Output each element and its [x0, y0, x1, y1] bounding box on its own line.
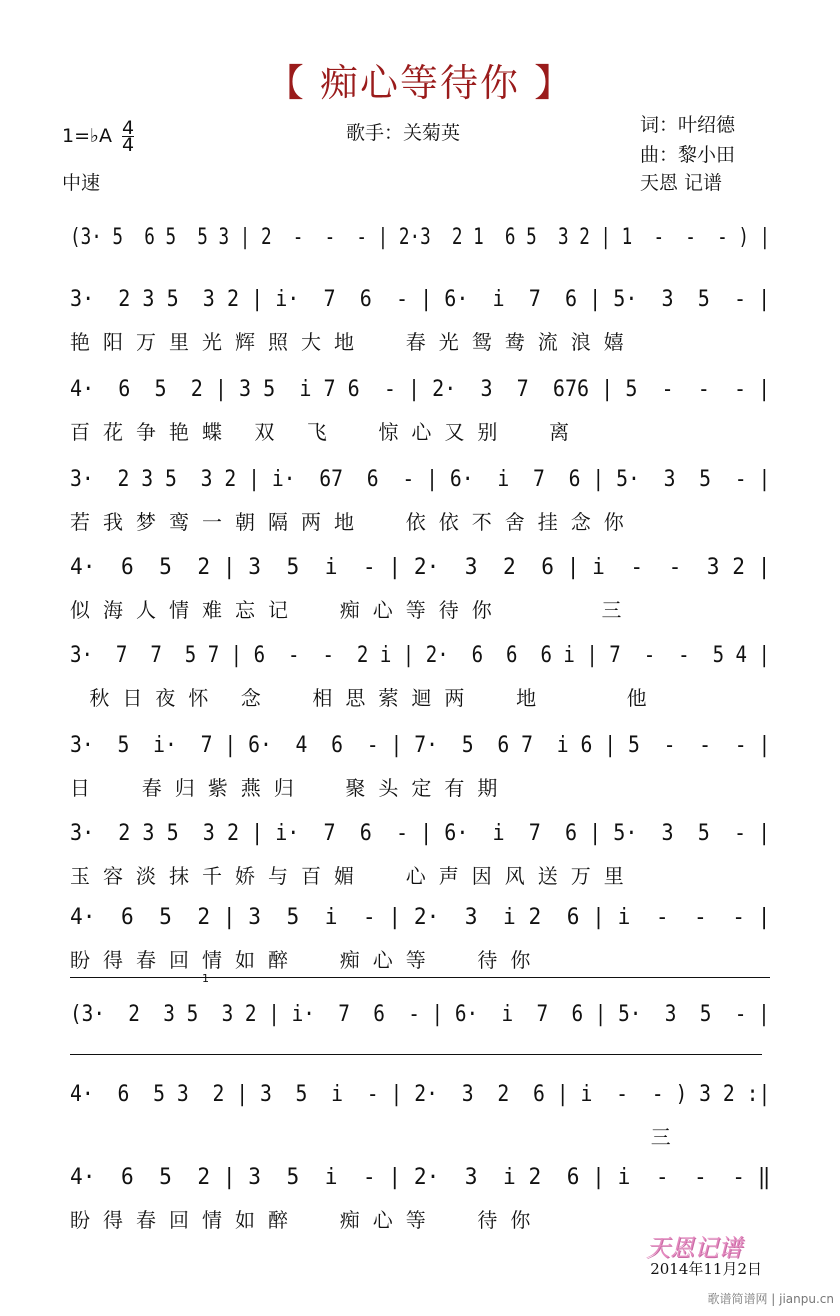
volta-label: 1	[202, 972, 209, 985]
notation-line: 4· 6 5 2 | 3 5 i - | 2· 3 i 2 6 | i - - - |	[70, 905, 771, 930]
notation-row	[70, 460, 782, 500]
notation-line: 4· 6 5 2 | 3 5 i - | 2· 3 2 6 | i - - 3 2 |	[70, 555, 771, 580]
notation-row	[70, 1158, 782, 1198]
key-label: 1=♭A	[62, 125, 112, 147]
notation-line: 3· 2 3 5 3 2 | i· 7 6 - | 6· i 7 6 | 5· 3 5 - |	[70, 287, 771, 312]
notation-line: (3· 5 6 5 5 3 | 2 - - - | 2·3 2 1 6 5 3 2 | 1 - - - ) |	[70, 225, 771, 250]
time-sig-bottom: 4	[122, 134, 135, 156]
singer: 歌手：关菊英	[346, 122, 461, 144]
tempo: 中速	[62, 172, 101, 194]
lyricist: 词：叶绍德	[640, 114, 736, 136]
lyrics-line: 似海人情难忘记 痴心等待你 三	[70, 598, 635, 622]
lyrics-line: 盼得春回情如醉 痴心等 待你	[70, 948, 544, 972]
lyrics-line: 日 春归紫燕归 聚头定有期	[70, 776, 511, 800]
notation-line: 4· 6 5 2 | 3 5 i 7 6 - | 2· 3 7 676 | 5 - - - |	[70, 377, 771, 402]
notation-row	[70, 995, 782, 1035]
notation-row	[70, 548, 782, 588]
notation-row	[70, 1075, 782, 1115]
date: 2014年11月2日	[650, 1260, 762, 1278]
lyrics-line: 秋日夜怀 念 相思萦迴两 地 他	[70, 686, 660, 710]
lyrics-line: 百花争艳蝶 双 飞 惊心又别 离	[70, 420, 583, 444]
notation-line: 3· 7 7 5 7 | 6 - - 2 i | 2· 6 6 6 i | 7 - - 5 4 |	[70, 643, 770, 668]
song-title: 【 痴心等待你 】	[265, 61, 575, 105]
notation-line: 3· 5 i· 7 | 6· 4 6 - | 7· 5 6 7 i 6 | 5 - - - |	[70, 733, 771, 758]
notation-line: (3· 2 3 5 3 2 | i· 7 6 - | 6· i 7 6 | 5· 3 5 - |	[70, 1002, 770, 1027]
notation-line: 4· 6 5 3 2 | 3 5 i - | 2· 3 2 6 | i - - ) 3 2 :|	[70, 1082, 771, 1107]
lyrics-line: 若我梦鸾一朝隔两地 依依不舍挂念你	[70, 510, 637, 534]
lyrics-line: 艳阳万里光辉照大地 春光鸳鸯流浪嬉	[70, 330, 637, 354]
notation-row	[70, 280, 782, 320]
notation-line: 3· 2 3 5 3 2 | i· 67 6 - | 6· i 7 6 | 5· 3 5 - |	[70, 467, 771, 492]
notation-row	[70, 898, 782, 938]
time-signature	[122, 117, 135, 156]
composer: 曲：黎小田	[640, 144, 736, 166]
notation-line: 3· 2 3 5 3 2 | i· 7 6 - | 6· i 7 6 | 5· 3 5 - |	[70, 821, 771, 846]
volta-line	[70, 977, 770, 978]
notation-row	[70, 726, 782, 766]
notation-row	[70, 636, 782, 676]
notation-row	[70, 370, 782, 410]
site-watermark: 歌谱简谱网 | jianpu.cn	[707, 1292, 834, 1306]
time-sig-top: 4	[122, 117, 135, 139]
lyrics-line: 盼得春回情如醉 痴心等 待你	[70, 1208, 544, 1232]
notation-line: 4· 6 5 2 | 3 5 i - | 2· 3 i 2 6 | i - - - ‖	[70, 1165, 771, 1190]
lyrics-line: 三	[70, 1125, 684, 1149]
key-signature	[62, 117, 135, 156]
lyrics-line: 玉容淡抹千娇与百媚 心声因风送万里	[70, 864, 637, 888]
notation-row	[70, 814, 782, 854]
notation-row	[70, 218, 782, 258]
transcriber-stamp: 天恩记谱	[646, 1234, 742, 1262]
volta-line-2	[70, 1054, 762, 1055]
transcriber: 天恩 记谱	[640, 172, 723, 194]
